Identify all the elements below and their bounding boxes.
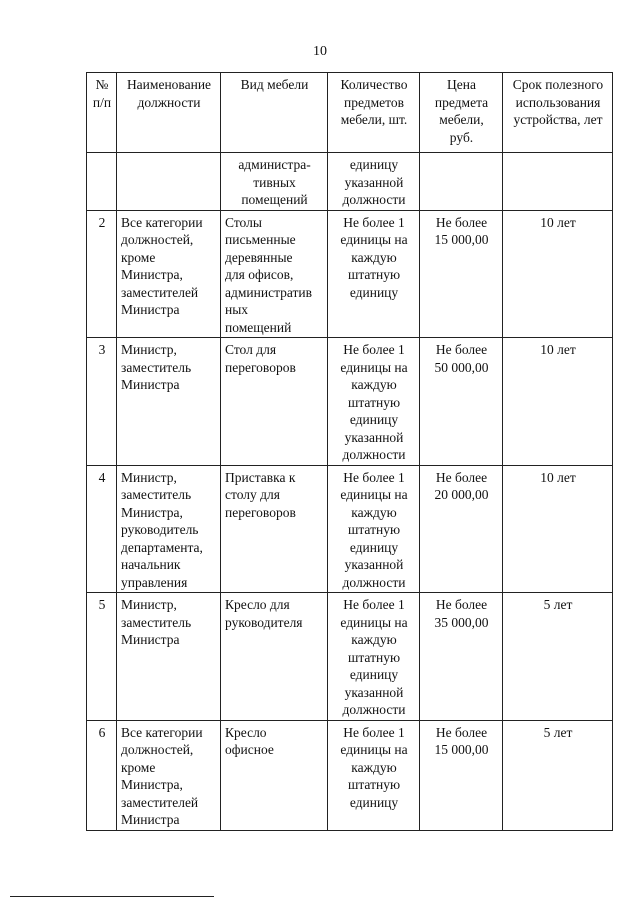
row-position: Все категории должностей, кроме Министра, заместителей Министра xyxy=(117,720,221,830)
table-row xyxy=(87,153,613,211)
table-row xyxy=(87,720,613,830)
row-price xyxy=(420,153,503,211)
row-quantity: Не более 1 единицы на каждую штатную единицу указанной должности xyxy=(328,465,420,593)
row-position xyxy=(117,153,221,211)
table-header-row xyxy=(87,73,613,153)
row-quantity: Не более 1 единицы на каждую штатную единицу указанной должности xyxy=(328,593,420,721)
row-furniture-type: Кресло для руководителя xyxy=(221,593,328,721)
row-number: 4 xyxy=(87,465,117,593)
row-quantity: Не более 1 единицы на каждую штатную единицу указанной должности xyxy=(328,338,420,466)
table-row xyxy=(87,593,613,721)
row-position: Министр, заместитель Министра xyxy=(117,593,221,721)
row-number: 6 xyxy=(87,720,117,830)
header-price: Цена предмета мебели, руб. xyxy=(420,73,503,153)
row-useful-life: 5 лет xyxy=(503,593,613,721)
row-number: 2 xyxy=(87,210,117,338)
row-useful-life xyxy=(503,153,613,211)
header-number: № п/п xyxy=(87,73,117,153)
furniture-norms-table xyxy=(86,72,613,831)
row-price: Не более 50 000,00 xyxy=(420,338,503,466)
header-position: Наименование должности xyxy=(117,73,221,153)
header-quantity: Количество предметов мебели, шт. xyxy=(328,73,420,153)
footnote-separator xyxy=(10,896,214,897)
row-number xyxy=(87,153,117,211)
row-price: Не более 15 000,00 xyxy=(420,720,503,830)
row-furniture-type: Приставка к столу для переговоров xyxy=(221,465,328,593)
row-useful-life: 5 лет xyxy=(503,720,613,830)
row-useful-life: 10 лет xyxy=(503,210,613,338)
row-number: 3 xyxy=(87,338,117,466)
header-useful-life: Срок полезного использования устройства, лет xyxy=(503,73,613,153)
row-position: Министр, заместитель Министра xyxy=(117,338,221,466)
row-position: Все категории должностей, кроме Министра, заместителей Министра xyxy=(117,210,221,338)
row-furniture-type: Кресло офисное xyxy=(221,720,328,830)
row-quantity: Не более 1 единицы на каждую штатную единицу xyxy=(328,210,420,338)
row-number: 5 xyxy=(87,593,117,721)
row-furniture-type: Стол для переговоров xyxy=(221,338,328,466)
row-price: Не более 20 000,00 xyxy=(420,465,503,593)
row-price: Не более 15 000,00 xyxy=(420,210,503,338)
header-furniture-type: Вид мебели xyxy=(221,73,328,153)
page-number: 10 xyxy=(313,44,327,59)
table-row xyxy=(87,465,613,593)
row-quantity: единицу указанной должности xyxy=(328,153,420,211)
row-quantity: Не более 1 единицы на каждую штатную единицу xyxy=(328,720,420,830)
row-furniture-type: администра- тивных помещений xyxy=(221,153,328,211)
table-row xyxy=(87,210,613,338)
row-furniture-type: Столы письменные деревянные для офисов, административ ных помещений xyxy=(221,210,328,338)
row-useful-life: 10 лет xyxy=(503,338,613,466)
row-position: Министр, заместитель Министра, руководитель департамента, начальник управления xyxy=(117,465,221,593)
table-row xyxy=(87,338,613,466)
row-useful-life: 10 лет xyxy=(503,465,613,593)
row-price: Не более 35 000,00 xyxy=(420,593,503,721)
